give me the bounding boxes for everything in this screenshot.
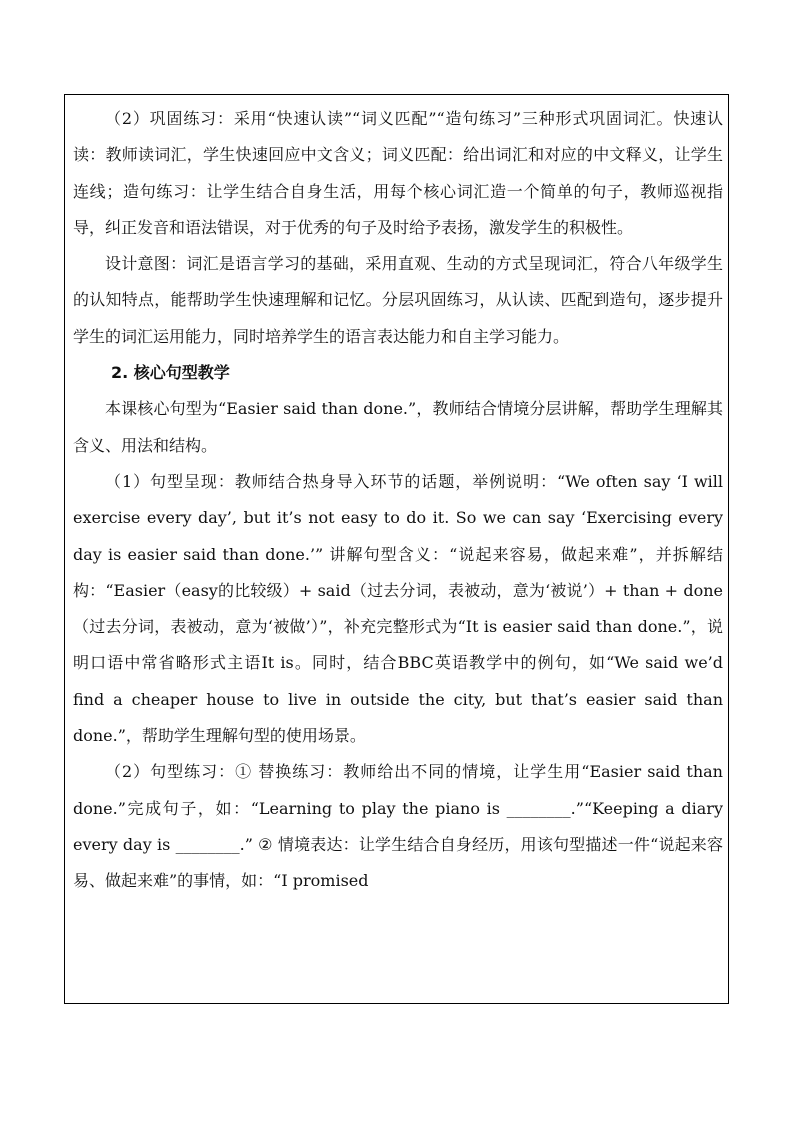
table-cell bbox=[64, 94, 729, 1004]
paragraph-sentence-practice: （2）句型练习：① 替换练习：教师给出不同的情境，让学生用“Easier said than done.”完成句子，如：“Learning to play the piano is ________.”“Keeping a diary every day is ________.” ② 情境表达：让学生结合自身经历，用该句型描述一件“说起来容易、做起来难”的事情，如：“I promised bbox=[73, 762, 723, 891]
paragraph-sentence-presentation: （1）句型呈现：教师结合热身导入环节的话题，举例说明：“We often say ‘I will exercise every day’, but it’s not easy to do it. So we can say ‘Exercising every day is easier said than done.’” 讲解句型含义：“说起来容易，做起来难”，并拆解结构：“Easier（easy的比较级）+ said（过去分词，表被动，意为‘被说’）+ than + done（过去分词，表被动，意为‘被做’）”，补充完整形式为“It is easier said than done.”，说明口语中常省略形式主语It is。同时，结合BBC英语教学中的例句，如“We said we’d find a cheaper house to live in outside the city, but that’s easier said than done.”，帮助学生理解句型的使用场景。 bbox=[73, 471, 723, 746]
section-heading: 2. 核心句型教学 bbox=[111, 363, 230, 383]
paragraph-consolidation-practice: （2）巩固练习：采用“快速认读”“词义匹配”“造句练习”三种形式巩固词汇。快速认读：教师读词汇，学生快速回应中文含义；词义匹配：给出词汇和对应的中文释义，让学生连线；造句练习：让学生结合自身生活，用每个核心词汇造一个简单的句子，教师巡视指导，纠正发音和语法错误，对于优秀的句子及时给予表扬，激发学生的积极性。 bbox=[73, 109, 723, 237]
paragraph-design-intent: 设计意图：词汇是语言学习的基础，采用直观、生动的方式呈现词汇，符合八年级学生的认知特点，能帮助学生快速理解和记忆。分层巩固练习，从认读、匹配到造句，逐步提升学生的词汇运用能力，同时培养学生的语言表达能力和自主学习能力。 bbox=[73, 254, 723, 346]
paragraph-core-sentence-intro: 本课核心句型为“Easier said than done.”，教师结合情境分层讲解，帮助学生理解其含义、用法和结构。 bbox=[73, 399, 723, 455]
cell-content bbox=[73, 101, 723, 900]
